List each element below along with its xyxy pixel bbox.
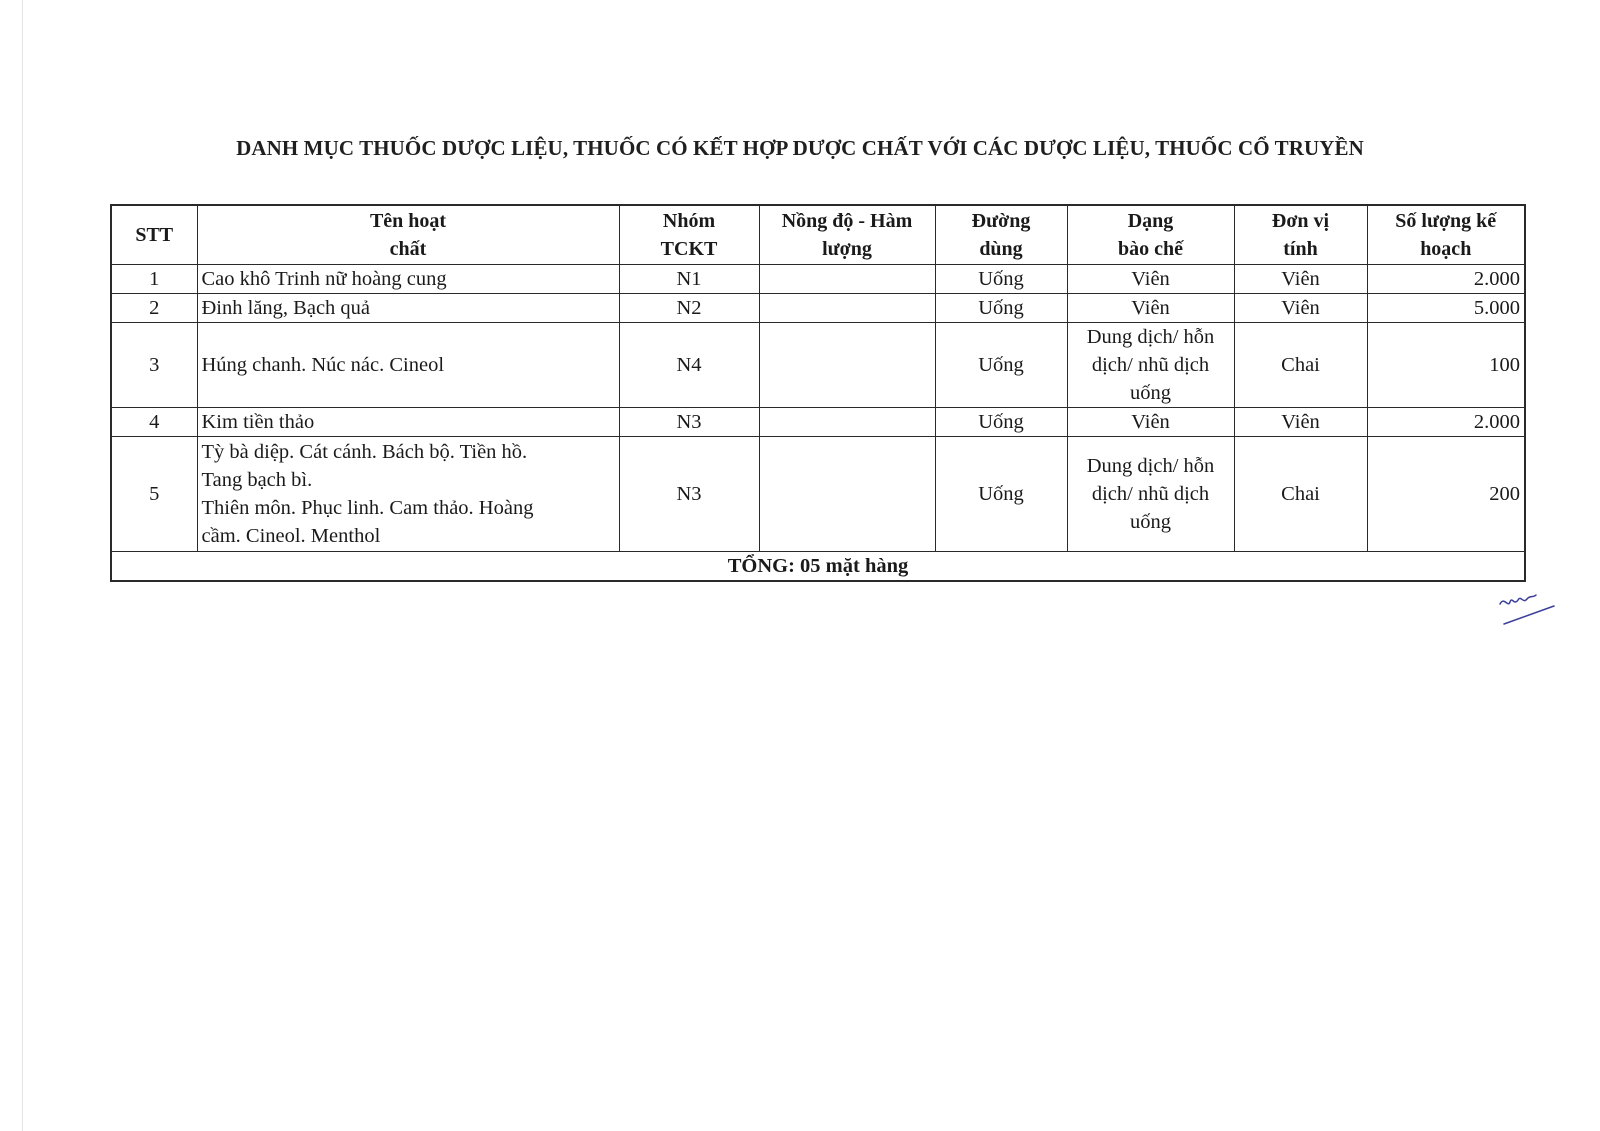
- cell-route: Uống: [935, 265, 1067, 294]
- cell-active-ingredient: Cao khô Trinh nữ hoàng cung: [197, 265, 619, 294]
- cell-concentration: [759, 437, 935, 552]
- cell-concentration: [759, 294, 935, 323]
- cell-dosage-form: Dung dịch/ hỗn dịch/ nhũ dịch uống: [1067, 437, 1234, 552]
- cell-unit: Viên: [1234, 408, 1367, 437]
- cell-route: Uống: [935, 294, 1067, 323]
- header-dosage-form: Dạng bào chế: [1067, 205, 1234, 265]
- cell-concentration: [759, 408, 935, 437]
- cell-stt: 1: [111, 265, 197, 294]
- table-row: [111, 294, 1525, 323]
- table-row: [111, 323, 1525, 408]
- cell-stt: 2: [111, 294, 197, 323]
- header-stt: STT: [111, 205, 197, 265]
- handwritten-initial-icon: [1496, 592, 1566, 632]
- cell-active-ingredient: Kim tiền thảo: [197, 408, 619, 437]
- cell-group: N3: [619, 408, 759, 437]
- cell-group: N3: [619, 437, 759, 552]
- cell-planned-quantity: 2.000: [1367, 408, 1525, 437]
- cell-route: Uống: [935, 408, 1067, 437]
- table-row: [111, 437, 1525, 552]
- cell-dosage-form: Dung dịch/ hỗn dịch/ nhũ dịch uống: [1067, 323, 1234, 408]
- cell-concentration: [759, 265, 935, 294]
- cell-unit: Viên: [1234, 265, 1367, 294]
- cell-stt: 4: [111, 408, 197, 437]
- cell-group: N4: [619, 323, 759, 408]
- table-total-row: [111, 552, 1525, 582]
- cell-group: N1: [619, 265, 759, 294]
- drug-list-table: [110, 204, 1526, 582]
- header-planned-quantity: Số lượng kế hoạch: [1367, 205, 1525, 265]
- cell-concentration: [759, 323, 935, 408]
- page-scan-edge: [22, 0, 23, 1131]
- cell-unit: Viên: [1234, 294, 1367, 323]
- cell-active-ingredient: Húng chanh. Núc nác. Cineol: [197, 323, 619, 408]
- cell-stt: 5: [111, 437, 197, 552]
- document-title: DANH MỤC THUỐC DƯỢC LIỆU, THUỐC CÓ KẾT HỢP DƯỢC CHẤT VỚI CÁC DƯỢC LIỆU, THUỐC CỔ TRUYỀN: [236, 136, 1364, 160]
- cell-dosage-form: Viên: [1067, 408, 1234, 437]
- cell-unit: Chai: [1234, 437, 1367, 552]
- table-row: [111, 408, 1525, 437]
- cell-route: Uống: [935, 437, 1067, 552]
- cell-stt: 3: [111, 323, 197, 408]
- cell-dosage-form: Viên: [1067, 294, 1234, 323]
- table-row: [111, 265, 1525, 294]
- total-items: TỔNG: 05 mặt hàng: [111, 552, 1525, 582]
- cell-planned-quantity: 2.000: [1367, 265, 1525, 294]
- cell-group: N2: [619, 294, 759, 323]
- header-group: Nhóm TCKT: [619, 205, 759, 265]
- header-concentration: Nồng độ - Hàm lượng: [759, 205, 935, 265]
- table-header-row: [111, 205, 1525, 265]
- cell-planned-quantity: 5.000: [1367, 294, 1525, 323]
- cell-unit: Chai: [1234, 323, 1367, 408]
- cell-active-ingredient: Tỳ bà diệp. Cát cánh. Bách bộ. Tiền hồ. Tang bạch bì. Thiên môn. Phục linh. Cam thảo. Hoàng cầm. Cineol. Menthol: [197, 437, 619, 552]
- header-active-ingredient: Tên hoạt chất: [197, 205, 619, 265]
- cell-route: Uống: [935, 323, 1067, 408]
- cell-planned-quantity: 200: [1367, 437, 1525, 552]
- cell-planned-quantity: 100: [1367, 323, 1525, 408]
- cell-dosage-form: Viên: [1067, 265, 1234, 294]
- header-route: Đường dùng: [935, 205, 1067, 265]
- header-unit: Đơn vị tính: [1234, 205, 1367, 265]
- cell-active-ingredient: Đinh lăng, Bạch quả: [197, 294, 619, 323]
